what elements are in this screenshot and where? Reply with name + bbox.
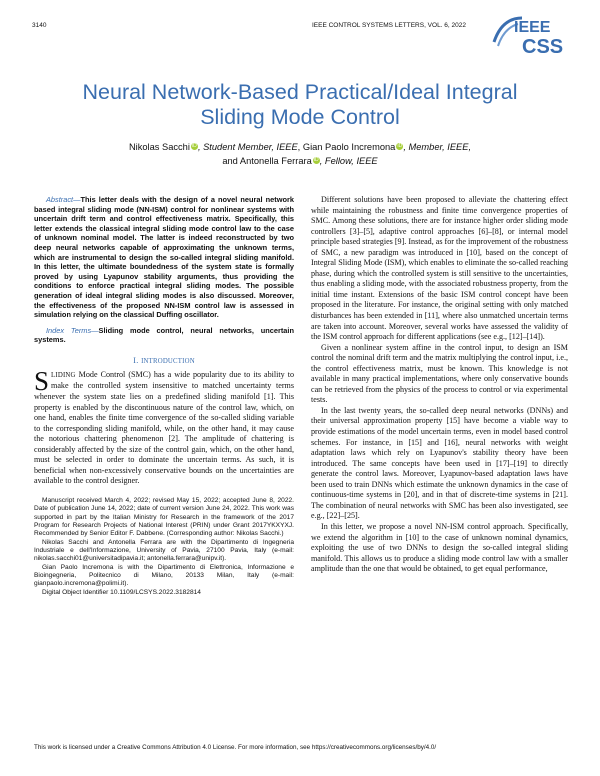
footnote-affiliation-1: Nikolas Sacchi and Antonella Ferrara are with the Dipartimento di Ingegneria Industriale e dell'Informazione, University of Pavia, 27100 Pavia, Italy (e-mail: nikolas.sacchi01@universitadipavia.it; antonella.ferrara@unipv.it). — [34, 538, 294, 563]
running-header — [32, 22, 466, 29]
title-line-2: Sliding Mode Control — [200, 105, 400, 129]
author-3-name: and Antonella Ferrara — [222, 156, 312, 166]
abstract-lead: Abstract— — [46, 195, 81, 204]
logo-top-text: IEEE — [514, 19, 551, 36]
intro-text: Mode Control (SMC) has a wide popularity due to its ability to make the controlled system insensitive to matched uncertainty terms whenever the system state lies on a predefined sliding manifold [1]. This property is enabled by the discontinuous nature of the control law, which, on one hand, enables the finite time convergence of the so-called sliding variable to the corresponding sliding manifold, while, on the other hand, it may cause the notorious chattering phenomenon [2]. The amplitude of chattering is considerably affected by the size of the control gain, which, on the other hand, must be selected in order to dominate the uncertain terms. As such, it is beneficial when non-excessively conservative bounds on the uncertainties are available to the control designer. — [34, 369, 294, 486]
footnote-affiliation-2: Gian Paolo Incremona is with the Dipartimento di Elettronica, Informazione e Bioingegneria, Politecnico di Milano, 20133 Milan, Italy (e-mail: gianpaolo.incremona@polimi.it). — [34, 563, 294, 588]
body-paragraph-1: Different solutions have been proposed to alleviate the chattering effect while maintaining the robustness and finite time convergence properties of SMC. Among these solutions, there are for instance higher order sliding mode controllers [3]–[5], adaptive control approaches [6]–[8], or internal model principle based strategies [9]. Instead, as for the improvement of the robustness of SMC, a new paradigm was introduced in [10], based on the concept of Integral Sliding Mode (ISM), which enables to eliminate the so-called reaching phase, during which the controlled system is still sensitive to the uncertainties, thus enabling a sliding mode, with the associated robustness property, from the initial time instant. Extensions of the basic ISM control concept have been proposed in the literature. For instance, the original setting with only matched disturbances has been extended in [11], where also unmatched uncertain terms are taken into account. Moreover, several works have assessed the validity of the ISM control approach for different applications (see e.g., [12]–[14]). — [311, 195, 568, 342]
body-paragraph-2: Given a nonlinear system affine in the control input, to design an ISM control the nominal drift term and the matrix multiplying the control input, i.e., the control effectiveness matrix, must be known. This knowledge is not available in many practical implementations, where only conservative bounds can be retrieved from the physics of the process to control or via experimental tests. — [311, 342, 568, 405]
left-column — [34, 195, 294, 597]
orcid-icon[interactable]: iD — [313, 157, 319, 163]
author-list — [40, 140, 560, 168]
author-1-role: , Student Member, IEEE — [197, 142, 298, 152]
section-title: INTRODUCTION — [141, 357, 195, 365]
footnote-doi: Digital Object Identifier 10.1109/LCSYS.2022.3182814 — [42, 588, 201, 596]
author-2-role: , Member, IEEE, — [403, 142, 472, 152]
paper-title — [40, 80, 560, 130]
index-terms — [34, 326, 294, 345]
ieee-css-logo — [492, 12, 568, 58]
title-line-1: Neural Network-Based Practical/Ideal Integral — [82, 80, 518, 104]
page-number: 3140 — [32, 22, 47, 29]
license-footer — [34, 744, 574, 751]
dropcap: S — [34, 365, 50, 396]
abstract — [34, 195, 294, 320]
footnotes — [34, 497, 294, 597]
section-heading: I. INTRODUCTION — [133, 355, 195, 365]
author-1-name: Nikolas Sacchi — [128, 142, 190, 152]
journal-name: IEEE CONTROL SYSTEMS LETTERS, VOL. 6, 2022 — [311, 22, 466, 29]
author-2-name: , Gian Paolo Incremona — [297, 142, 396, 152]
license-text: This work is licensed under a Creative Commons Attribution 4.0 License. For more information, see https://creativecommons.org/licenses/by/4.0/ — [34, 744, 437, 751]
intro-paragraph — [34, 365, 294, 487]
orcid-icon[interactable]: iD — [192, 143, 197, 149]
index-terms-lead: Index Terms— — [46, 325, 99, 335]
body-paragraph-4: In this letter, we propose a novel NN-ISM control approach. Specifically, we extend the algorithm in [10] to the case of unknown nominal dynamics, exploiting the use of two DNNs to design the so-called integral sliding manifold. This allows us to produce a sliding mode control law with a smaller amplitude than the one that would be obtained, to get equal performance, — [311, 521, 568, 574]
logo-bottom-text: CSS — [522, 36, 564, 58]
footnote-received: Manuscript received March 4, 2022; revised May 15, 2022; accepted June 8, 2022. Date of publication June 14, 2022; date of current version June 24, 2022. This work was supported in part by the Italian Ministry for Research in the framework of the 2017 Program for Research Projects of National Interest (PRIN) under Grant 2017YKXYXJ. Recommended by Senior Editor F. Dabbene. (Corresponding author: Nikolas Sacchi.) — [34, 496, 294, 538]
index-terms-text: Sliding mode control, neural networks, uncertain systems. — [34, 325, 294, 345]
first-word: LIDING — [51, 371, 76, 379]
orcid-icon[interactable]: iD — [397, 143, 403, 149]
body-paragraph-3: In the last twenty years, the so-called deep neural networks (DNNs) and their universal approximation property [15] have become a viable way to provide estimations of the model uncertain terms, even in model based control schemes. For instance, in [15] and [16], neural networks with weight adaptation laws which rely on Lyapunov's stability theory have been introduced. The same concepts have been used in [17]–[19] to directly generate the control laws. Moreover, Lyapunov-based adaptation laws have been used to train DNNs which estimate the unknown dynamics in the case of continuous-time systems in [20], and in that of discrete-time systems in [21]. The combination of neural networks with SMC has been also investigated, see e.g., [22]–[25]. — [311, 405, 568, 521]
author-3-role: , Fellow, IEEE — [319, 156, 378, 166]
right-column — [311, 195, 568, 575]
abstract-text: This letter deals with the design of a novel neural network based integral sliding mode (NN-ISM) control for nonlinear systems with uncertain drift term and control effectiveness matrix. Specifically, this letter extends the classical integral sliding mode control law to the case of unknown nominal model. The latter is indeed reconstructed by two deep neural networks capable of approximating the unknown terms, which are instrumental to design the so-called integral sliding manifold. In this letter, the ultimate boundedness of the system state is formally proved by using Lyapunov stability arguments, thus providing the conditions to enforce practical integral sliding modes. The possible generation of ideal integral sliding modes is also discussed. Moreover, the effectiveness of the proposed NN-ISM control law is assessed in simulation relying on the classical Duffing oscillator. — [34, 195, 294, 320]
